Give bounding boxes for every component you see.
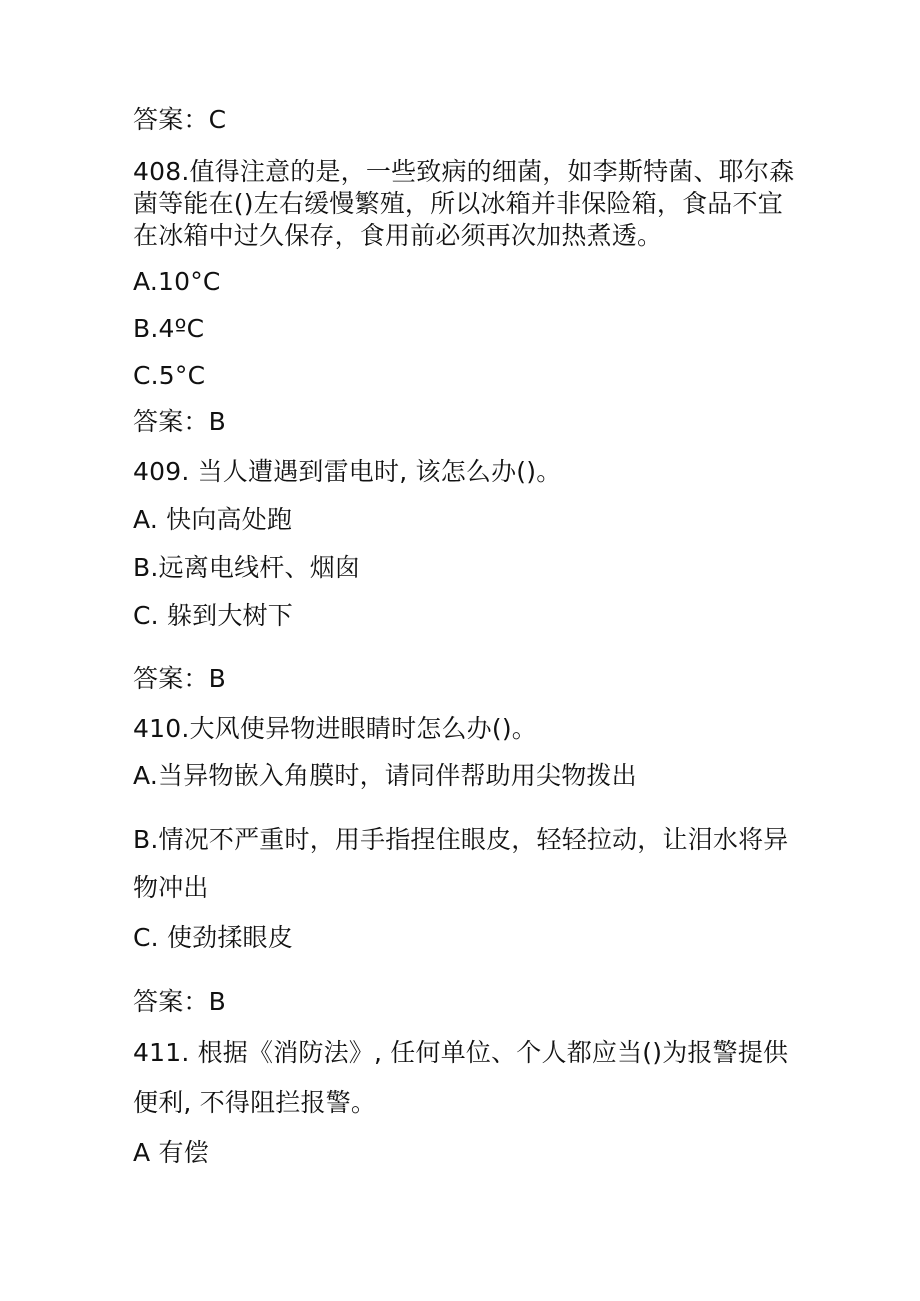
question-408-line-1: 408.值得注意的是，一些致病的细菌，如李斯特菌、耶尔森 (133, 157, 795, 186)
option-408-a: A.10°C (133, 267, 221, 296)
question-408-line-2: 菌等能在()左右缓慢繁殖，所以冰箱并非保险箱，食品不宜 (133, 189, 783, 218)
option-410-c: C. 使劲揉眼皮 (133, 923, 293, 952)
option-410-b-line-1: B.情况不严重时，用手指捏住眼皮，轻轻拉动，让泪水将异 (133, 825, 789, 854)
option-409-a: A. 快向高处跑 (133, 505, 293, 534)
option-410-b-line-2: 物冲出 (133, 873, 209, 902)
question-410: 410.大风使异物进眼睛时怎么办()。 (133, 714, 537, 743)
option-409-c: C. 躲到大树下 (133, 601, 293, 630)
option-408-b: B.4ºC (133, 314, 205, 343)
question-411-line-1: 411. 根据《消防法》, 任何单位、个人都应当()为报警提供 (133, 1038, 789, 1067)
answer-408: 答案：B (133, 407, 226, 436)
option-408-c: C.5°C (133, 361, 206, 390)
option-411-a: A 有偿 (133, 1138, 209, 1167)
answer-407: 答案：C (133, 105, 227, 134)
option-410-a: A.当异物嵌入角膜时，请同伴帮助用尖物拨出 (133, 761, 637, 790)
answer-409: 答案：B (133, 664, 226, 693)
answer-410: 答案：B (133, 987, 226, 1016)
question-409: 409. 当人遭遇到雷电时, 该怎么办()。 (133, 457, 562, 486)
question-411-line-2: 便利, 不得阻拦报警。 (133, 1088, 377, 1117)
question-408-line-3: 在冰箱中过久保存，食用前必须再次加热煮透。 (133, 221, 663, 250)
option-409-b: B.远离电线杆、烟囱 (133, 553, 361, 582)
